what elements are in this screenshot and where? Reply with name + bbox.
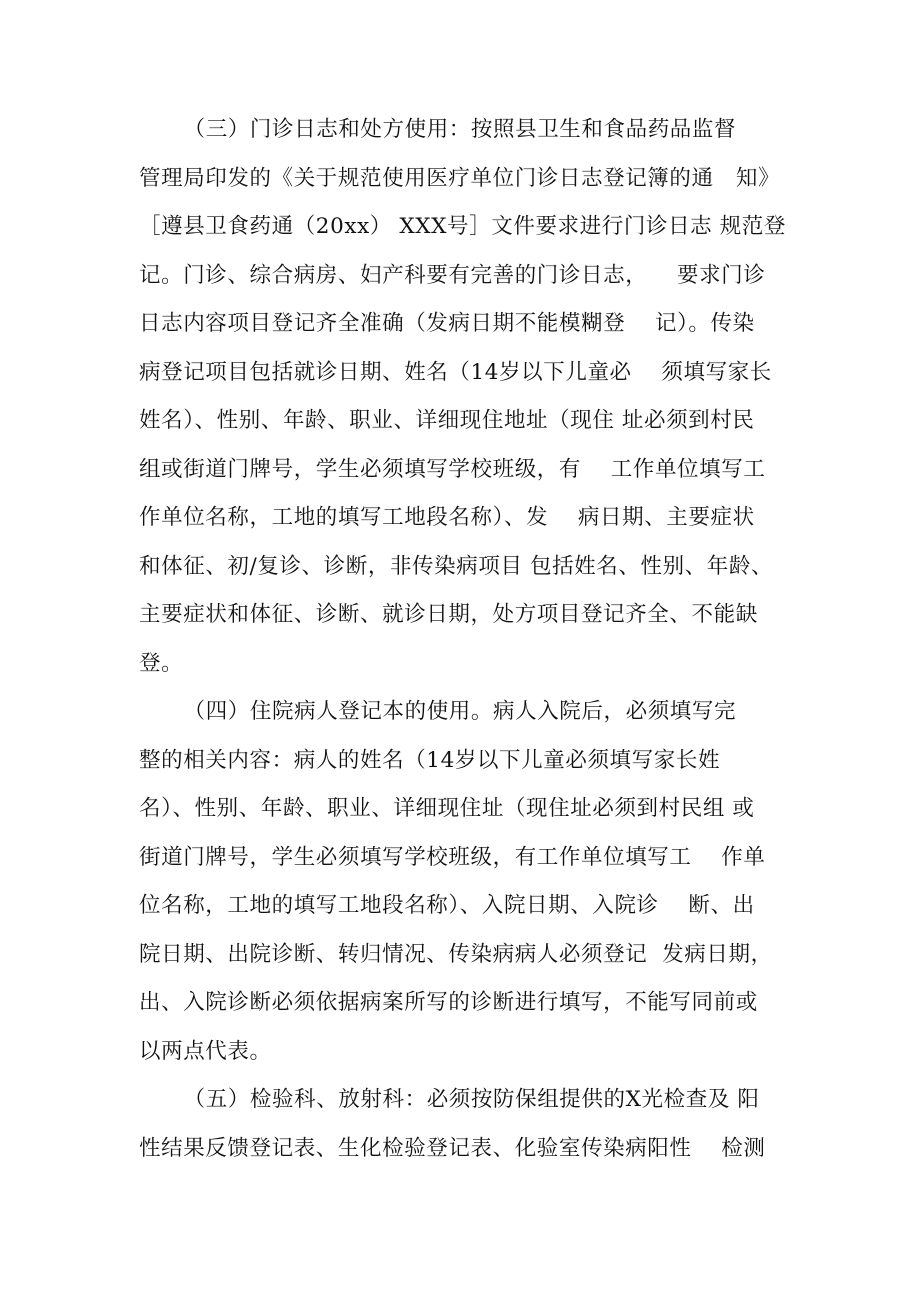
- paragraph-lab-radiology: [139, 1076, 799, 1173]
- text-line: 整的相关内容：病人的姓名（14岁以下儿童必须填写家长姓: [139, 747, 721, 773]
- text-line: 登。: [139, 650, 184, 676]
- text-line: 以两点代表。: [139, 1038, 272, 1064]
- text-line: 病登记项目包括就诊日期、姓名（14岁以下儿童必 须填写家长: [139, 359, 772, 385]
- text-line: 主要症状和体征、诊断、就诊日期，处方项目登记齐全、不能缺: [139, 602, 758, 627]
- text-line: 街道门牌号，学生必须填写学校班级，有工作单位填写工 作单: [139, 844, 766, 870]
- text-line: 记。门诊、综合病房、妇产科要有完善的门诊日志， 要求门诊: [139, 262, 766, 288]
- text-line: 日志内容项目登记齐全准确（发病日期不能模糊登 记）。传染: [139, 311, 755, 336]
- text-line: 管理局印发的《关于规范使用医疗单位门诊日志登记簿的通 知》: [139, 165, 781, 191]
- text-line: 组或街道门牌号，学生必须填写学校班级，有 工作单位填写工: [139, 456, 766, 482]
- text-line: 姓名）、性别、年龄、职业、详细现住地址（现住 址必须到村民: [139, 408, 755, 433]
- text-line: （三）门诊日志和处方使用：按照县卫生和食品药品监督: [139, 117, 737, 142]
- paragraph-clinic-log: [139, 106, 799, 688]
- text-line: （五）检验科、放射科：必须按防保组提供的X光检查及 阳: [139, 1087, 760, 1112]
- text-line: 院日期、出院诊断、转归情况、传染病病人必须登记 发病日期，: [139, 941, 773, 967]
- text-line: ［遵县卫食药通（20xx） XXX号］文件要求进行门诊日志 规范登: [139, 214, 786, 239]
- text-line: 出、入院诊断必须依据病案所写的诊断进行填写，不能写同前或: [139, 990, 758, 1015]
- text-line: 作单位名称，工地的填写工地段名称）、发 病日期、主要症状: [139, 505, 755, 530]
- paragraph-inpatient-register: [139, 688, 799, 1076]
- text-line: 和体征、初/复诊、诊断，非传染病项目 包括姓名、性别、年龄、: [139, 553, 774, 579]
- text-line: 名）、性别、年龄、职业、详细现住址（现住址必须到村民组 或: [139, 796, 755, 821]
- text-line: （四）住院病人登记本的使用。病人入院后，必须填写完: [139, 699, 737, 724]
- text-line: 性结果反馈登记表、生化检验登记表、化验室传染病阳性 检测: [139, 1135, 766, 1161]
- text-line: 位名称，工地的填写工地段名称）、入院日期、入院诊 断、出: [139, 893, 755, 918]
